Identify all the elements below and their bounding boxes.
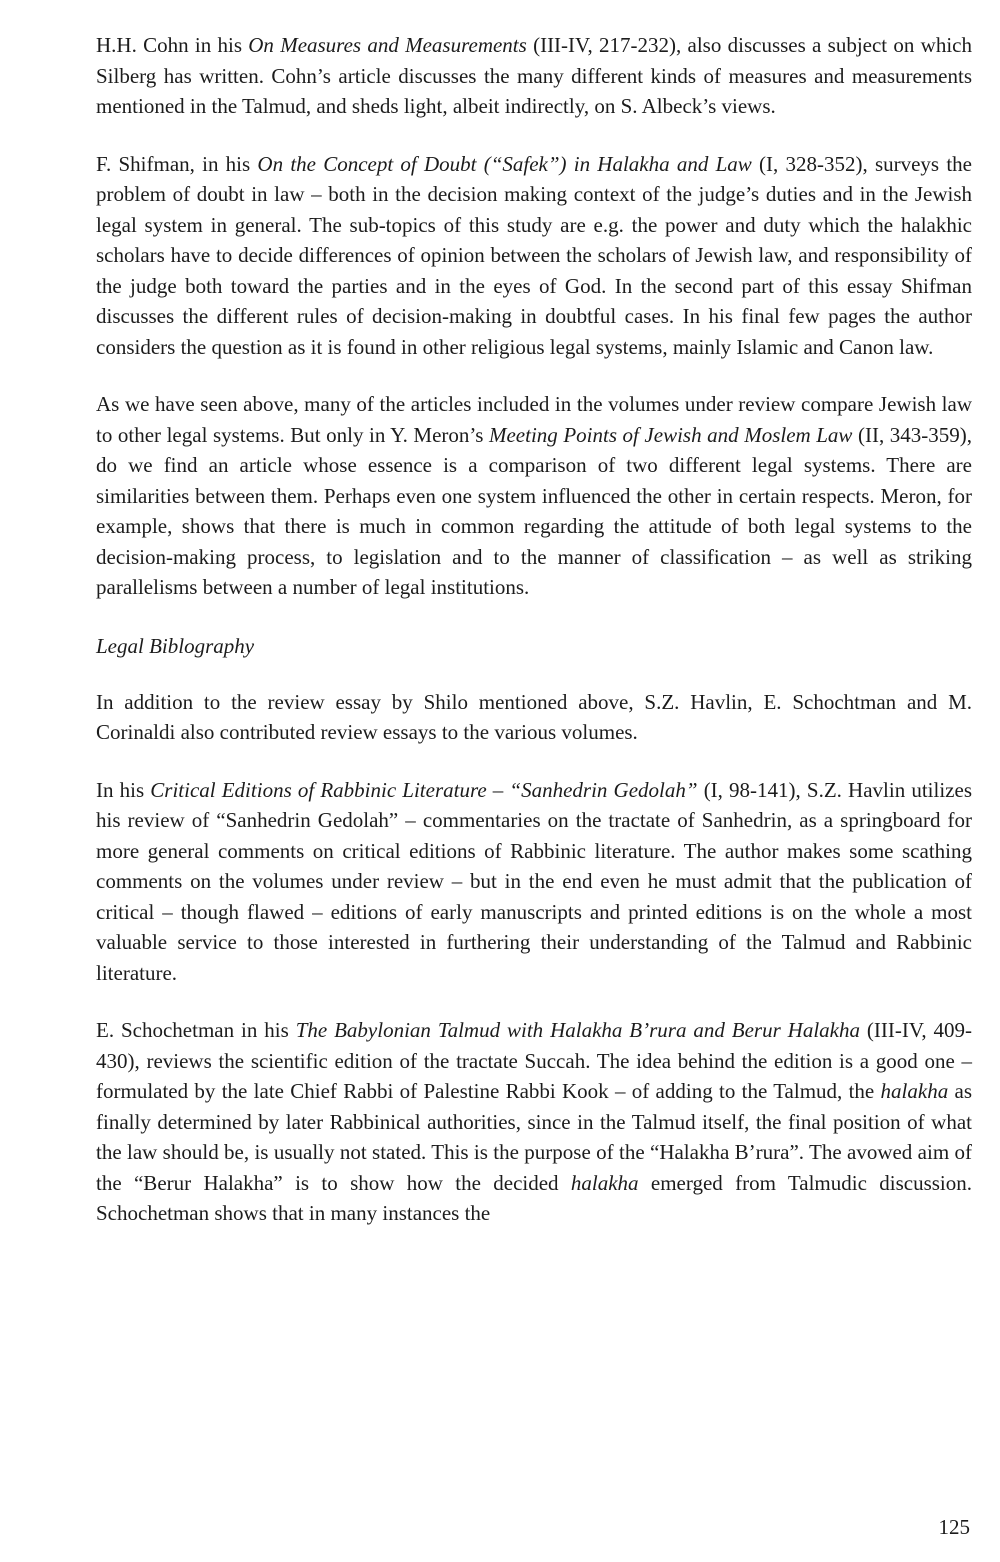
- italic-title-run: Critical Editions of Rabbinic Literature – “Sanhedrin Gedolah”: [150, 777, 698, 802]
- text-run: (III-IV, 217-232), also discusses a subject on which Silberg has written. Cohn’s article discusses the many different kinds of measures and measurements mentioned in the Talmud, and sheds light, albeit indirectly, on S. Albeck’s views.: [96, 33, 972, 118]
- paragraph-cohn: [96, 30, 972, 122]
- paragraph-meron: [96, 389, 972, 603]
- page-number: 125: [938, 1515, 970, 1539]
- page-body: [96, 30, 972, 1229]
- paragraph-review-essays: [96, 687, 972, 748]
- text-run: E. Schochetman in his: [96, 1018, 296, 1042]
- text-run: as finally determined by later Rabbinical authorities, since in the Talmud itself, the final position of what the law should be, is usually not stated. This is the purpose of the “Halakha B’rura”. The avowed aim of the “Berur Halakha” is to show how the decided: [96, 1079, 972, 1195]
- text-run: (I, 328-352), surveys the problem of doubt in law – both in the decision making context of the judge’s duties and in the Jewish legal system in general. The sub-topics of this study are e.g. the power and duty which the halakhic scholars have to decide differences of opinion between the scholars of Jewish law, and responsibility of the judge both toward the parties and in the eyes of God. In the second part of this essay Shifman discusses the different rules of decision-making in doubtful cases. In his final few pages the author considers the question as it is found in other religious legal systems, mainly Islamic and Canon law.: [96, 151, 972, 359]
- text-run: H.H. Cohn in his: [96, 33, 249, 57]
- paragraph-havlin: [96, 775, 972, 989]
- italic-title-run: halakha: [570, 1170, 639, 1195]
- italic-title-run: The Babylonian Talmud with Halakha B’rura and Berur Halakha: [295, 1018, 861, 1042]
- text-run: In his: [96, 777, 151, 802]
- text-run: In addition to the review essay by Shilo mentioned above, S.Z. Havlin, E. Schochtman and M. Corinaldi also contributed review essays to the various volumes.: [96, 689, 972, 744]
- text-run: emerged from Talmudic discussion. Schochetman shows that in many instances the: [96, 1170, 972, 1225]
- paragraph-schochetman: [96, 1015, 972, 1229]
- italic-title-run: halakha: [880, 1079, 949, 1103]
- text-run: F. Shifman, in his: [96, 151, 258, 176]
- text-run: (III-IV, 409-430), reviews the scientific edition of the tractate Succah. The idea behind the edition is a good one – formulated by the late Chief Rabbi of Palestine Rabbi Kook – of adding to the Talmud, the: [96, 1018, 972, 1103]
- text-run: Legal Biblography: [96, 633, 255, 658]
- paragraph-shifman: [96, 149, 972, 363]
- italic-title-run: Meeting Points of Jewish and Moslem Law: [488, 422, 853, 447]
- section-heading: [96, 631, 972, 661]
- text-run: As we have seen above, many of the articles included in the volumes under review compare Jewish law to other legal systems. But only in Y. Meron’s: [96, 392, 972, 447]
- italic-title-run: On Measures and Measurements: [248, 33, 527, 57]
- italic-title-run: On the Concept of Doubt (“Safek”) in Halakha and Law: [257, 151, 752, 176]
- text-run: (II, 343-359), do we find an article whose essence is a comparison of two different legal systems. There are similarities between them. Perhaps even one system influenced the other in certain respects. Meron, for example, shows that there is much in common regarding the attitude of both legal systems to the decision-making process, to legislation and to the manner of classification – as well as striking parallelisms between a number of legal institutions.: [96, 422, 973, 599]
- text-run: (I, 98-141), S.Z. Havlin utilizes his review of “Sanhedrin Gedolah” – commentaries on the tractate of Sanhedrin, as a springboard for more general comments on critical editions of Rabbinic literature. The author makes some scathing comments on the volumes under review – but in the end even he must admit that the publication of critical – though flawed – editions of early manuscripts and printed editions is on the whole a most valuable service to those interested in furthering their understanding of the Talmud and Rabbinic literature.: [96, 777, 972, 985]
